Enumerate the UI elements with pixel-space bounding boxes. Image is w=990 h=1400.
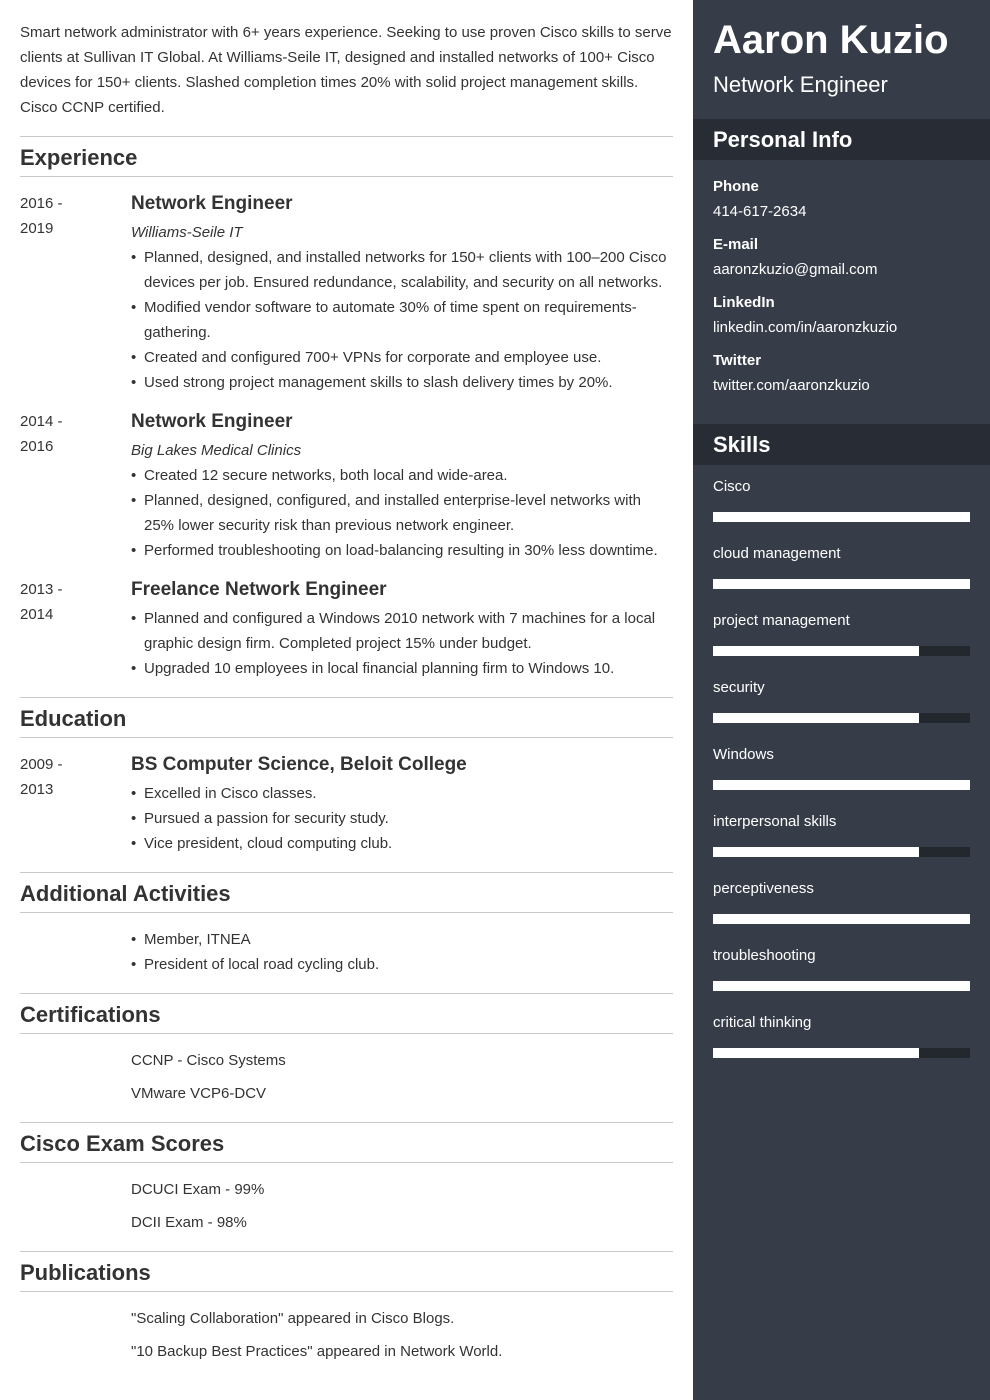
publication-item: "Scaling Collaboration" appeared in Cisco Blogs. — [131, 1310, 455, 1327]
job-bullets — [131, 245, 673, 395]
job-entry — [20, 409, 673, 563]
skill-name: troubleshooting — [713, 947, 816, 964]
skill-item — [713, 946, 970, 991]
skill-name: security — [713, 679, 765, 696]
email-value[interactable]: aaronzkuzio@gmail.com — [713, 261, 878, 278]
activities-section — [20, 872, 673, 977]
skill-level-bar — [713, 646, 970, 656]
skill-level-bar — [713, 914, 970, 924]
skill-item — [713, 678, 970, 723]
publications-section — [20, 1251, 673, 1364]
job-entry — [20, 191, 673, 395]
job-title: Freelance Network Engineer — [131, 579, 387, 600]
skill-item — [713, 1013, 970, 1058]
job-title: Network Engineer — [131, 411, 293, 432]
skill-item — [713, 611, 970, 656]
skill-item — [713, 812, 970, 857]
skill-item — [713, 477, 970, 522]
skill-item — [713, 745, 970, 790]
phone-value: 414-617-2634 — [713, 203, 807, 220]
job-title: Network Engineer — [131, 193, 293, 214]
candidate-name: Aaron Kuzio — [713, 18, 949, 62]
skill-name: critical thinking — [713, 1014, 812, 1031]
activities-entry — [20, 927, 673, 977]
bullet-item: • Planned and configured a Windows 2010 network with 7 machines for a local graphic design firm. Completed project 15% under budget. — [131, 606, 673, 656]
personal-info-heading: Personal Info — [693, 119, 990, 160]
exam-score-item: DCII Exam - 98% — [131, 1214, 247, 1231]
job-bullets — [131, 606, 673, 681]
twitter-value[interactable]: twitter.com/aaronzkuzio — [713, 377, 870, 394]
skill-name: Cisco — [713, 478, 751, 495]
bullet-item: • Pursued a passion for security study. — [131, 806, 673, 831]
sidebar — [693, 0, 990, 1400]
bullet-item: • Created 12 secure networks, both local and wide-area. — [131, 463, 673, 488]
job-bullets — [131, 463, 673, 563]
candidate-role: Network Engineer — [713, 72, 888, 97]
job-dates: 2014 - 2016 — [20, 413, 63, 455]
bullet-item: • Excelled in Cisco classes. — [131, 781, 673, 806]
job-dates: 2013 - 2014 — [20, 581, 63, 623]
skill-level-bar — [713, 780, 970, 790]
skill-level-bar — [713, 713, 970, 723]
skill-level-fill — [713, 579, 970, 589]
email-label: E-mail — [713, 236, 759, 253]
bullet-item: • Created and configured 700+ VPNs for corporate and employee use. — [131, 345, 673, 370]
certification-item: CCNP - Cisco Systems — [131, 1052, 286, 1069]
skill-item — [713, 879, 970, 924]
skill-level-fill — [713, 780, 970, 790]
skill-level-bar — [713, 1048, 970, 1058]
skill-level-bar — [713, 579, 970, 589]
education-bullets — [131, 781, 673, 856]
twitter-label: Twitter — [713, 352, 762, 369]
skill-level-fill — [713, 512, 970, 522]
exam-score-item: DCUCI Exam - 99% — [131, 1181, 265, 1198]
certifications-section — [20, 993, 673, 1106]
bullet-item: • Vice president, cloud computing club. — [131, 831, 673, 856]
section-title: Publications — [20, 1251, 673, 1292]
publication-item: "10 Backup Best Practices" appeared in Network World. — [131, 1343, 503, 1360]
education-section — [20, 697, 673, 856]
bullet-item: • Member, ITNEA — [131, 927, 673, 952]
bullet-item: • President of local road cycling club. — [131, 952, 673, 977]
skill-level-fill — [713, 847, 919, 857]
skill-level-fill — [713, 713, 919, 723]
skill-item — [713, 544, 970, 589]
bullet-item: • Planned, designed, and installed networks for 150+ clients with 100–200 Cisco devices per job. Ensured redundance, scalability, and security on all networks. — [131, 245, 673, 295]
company-name: Big Lakes Medical Clinics — [131, 442, 302, 459]
personal-info — [693, 160, 990, 424]
skill-level-bar — [713, 847, 970, 857]
linkedin-label: LinkedIn — [713, 294, 775, 311]
bullet-item: • Modified vendor software to automate 30% of time spent on requirements-gathering. — [131, 295, 673, 345]
skill-level-fill — [713, 1048, 919, 1058]
skill-level-bar — [713, 981, 970, 991]
skills-list — [693, 465, 990, 1058]
bullet-item: • Performed troubleshooting on load-balancing resulting in 30% less downtime. — [131, 538, 673, 563]
education-dates: 2009 - 2013 — [20, 756, 63, 798]
skill-name: project management — [713, 612, 850, 629]
phone-label: Phone — [713, 178, 759, 195]
degree-title: BS Computer Science, Beloit College — [131, 754, 467, 775]
linkedin-value[interactable]: linkedin.com/in/aaronzkuzio — [713, 319, 898, 336]
section-title: Additional Activities — [20, 872, 673, 913]
certification-item: VMware VCP6-DCV — [131, 1085, 267, 1102]
bullet-item: • Used strong project management skills to slash delivery times by 20%. — [131, 370, 673, 395]
skill-level-fill — [713, 646, 919, 656]
exam-scores-section — [20, 1122, 673, 1235]
profile-summary: Smart network administrator with 6+ years experience. Seeking to use proven Cisco skills to serve clients at Sullivan IT Global. At Williams-Seile IT, designed and installed networks of 100+ Cisco devices for 150+ clients. Slashed completion times 20% with solid project management skills. Cisco CCNP certified. — [20, 24, 672, 116]
activities-bullets — [131, 927, 673, 977]
skill-name: cloud management — [713, 545, 841, 562]
skill-level-bar — [713, 512, 970, 522]
job-entry — [20, 577, 673, 681]
skill-name: interpersonal skills — [713, 813, 837, 830]
bullet-item: • Planned, designed, configured, and installed enterprise-level networks with 25% lower security risk than previous network engineer. — [131, 488, 673, 538]
section-title: Education — [20, 697, 673, 738]
section-title: Experience — [20, 136, 673, 177]
experience-section — [20, 136, 673, 681]
section-title: Cisco Exam Scores — [20, 1122, 673, 1163]
section-title: Certifications — [20, 993, 673, 1034]
company-name: Williams-Seile IT — [131, 224, 243, 241]
education-entry — [20, 752, 673, 856]
skill-name: perceptiveness — [713, 880, 814, 897]
bullet-item: • Upgraded 10 employees in local financial planning firm to Windows 10. — [131, 656, 673, 681]
skill-name: Windows — [713, 746, 774, 763]
job-dates: 2016 - 2019 — [20, 195, 63, 237]
skill-level-fill — [713, 981, 970, 991]
skill-level-fill — [713, 914, 970, 924]
skills-heading: Skills — [693, 424, 990, 465]
